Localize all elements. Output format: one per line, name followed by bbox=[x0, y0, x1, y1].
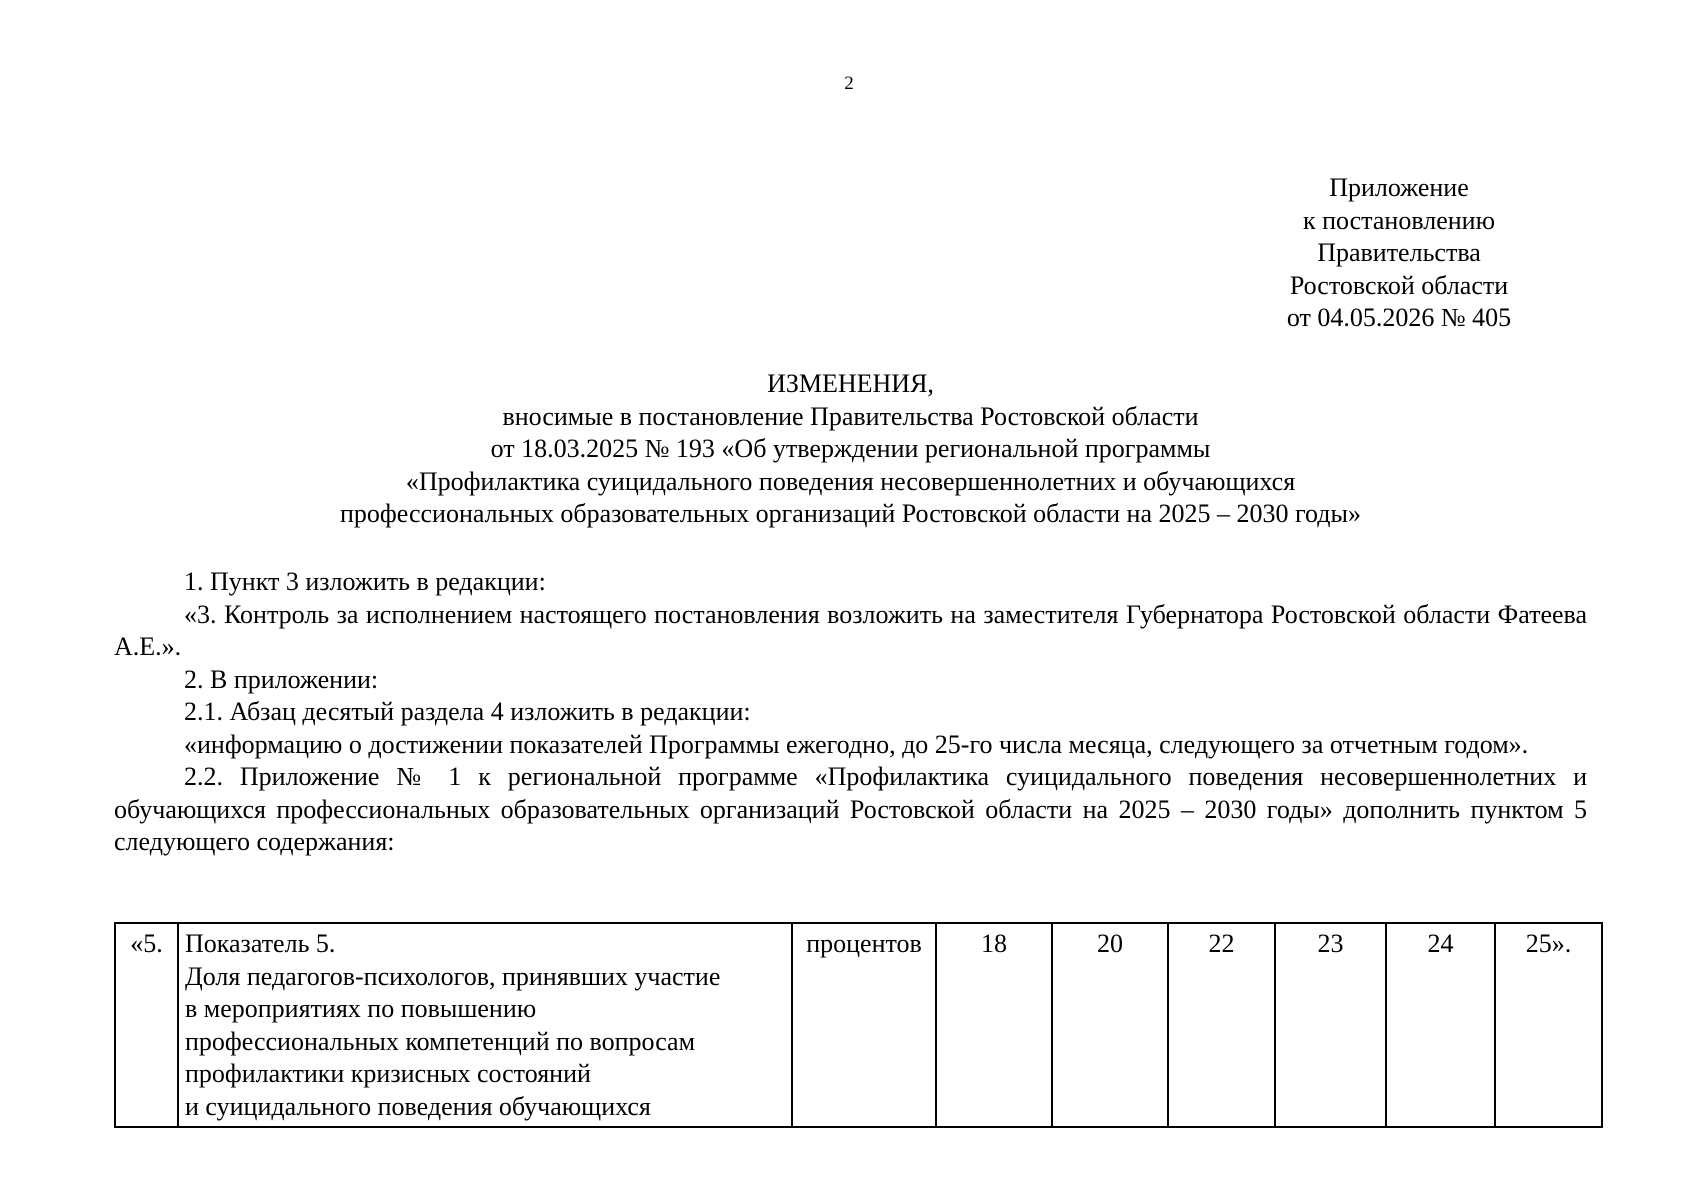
value-cell: 23 bbox=[1275, 923, 1386, 1127]
indicator-line: и суицидального поведения обучающихся bbox=[185, 1091, 651, 1121]
heading-title: ИЗМЕНЕНИЯ, bbox=[767, 369, 934, 398]
indicator-line: профессиональных компетенций по вопросам bbox=[185, 1026, 696, 1056]
row-number-cell: «5. bbox=[115, 923, 178, 1127]
value-cell: 22 bbox=[1168, 923, 1275, 1127]
annex-line: к постановлению bbox=[1302, 205, 1496, 235]
value-cell: 18 bbox=[936, 923, 1052, 1127]
table-row bbox=[115, 923, 1602, 1127]
indicator-line: Доля педагогов-психологов, принявших участие bbox=[185, 961, 721, 991]
body-text bbox=[114, 566, 1587, 859]
heading-line: вносимые в постановление Правительства Ростовской области bbox=[502, 401, 1199, 431]
annex-line: Приложение bbox=[1329, 173, 1469, 202]
page-number: 2 bbox=[844, 73, 854, 94]
indicator-line: в мероприятиях по повышению bbox=[185, 994, 537, 1023]
paragraph: «информацию о достижении показателей Программы ежегодно, до 25-го числа месяца, следующего за отчетным годом». bbox=[184, 729, 1529, 759]
document-heading bbox=[114, 368, 1587, 531]
heading-line: «Профилактика суицидального поведения несовершеннолетних и обучающихся bbox=[405, 466, 1296, 496]
indicator-line: профилактики кризисных состояний bbox=[185, 1059, 591, 1088]
unit-cell: процентов bbox=[792, 923, 936, 1127]
annex-line: от 04.05.2026 № 405 bbox=[1286, 303, 1512, 332]
indicator-table bbox=[114, 922, 1603, 1128]
paragraph: «3. Контроль за исполнением настоящего постановления возложить на заместителя Губернатора Ростовской области Фатеева А.Е.». bbox=[114, 599, 1587, 661]
annex-block bbox=[1249, 172, 1549, 335]
indicator-name-cell bbox=[178, 923, 792, 1127]
annex-line: Ростовской области bbox=[1289, 270, 1509, 300]
value-cell: 25». bbox=[1495, 923, 1602, 1127]
indicator-line: Показатель 5. bbox=[185, 929, 336, 958]
paragraph: 2. В приложении: bbox=[184, 664, 379, 694]
paragraph: 1. Пункт 3 изложить в редакции: bbox=[184, 567, 546, 596]
paragraph: 2.1. Абзац десятый раздела 4 изложить в редакции: bbox=[184, 697, 751, 726]
paragraph: 2.2. Приложение № 1 к региональной программе «Профилактика суицидального поведения несовершеннолетних и обучающихся профессиональных образовательных организаций Ростовской области на 2025 – 2030 годы» дополнить пунктом 5 следующего содержания: bbox=[114, 762, 1587, 856]
value-cell: 20 bbox=[1052, 923, 1168, 1127]
heading-line: профессиональных образовательных организаций Ростовской области на 2025 – 2030 годы» bbox=[340, 499, 1361, 528]
annex-line: Правительства bbox=[1317, 238, 1481, 267]
heading-line: от 18.03.2025 № 193 «Об утверждении региональной программы bbox=[490, 434, 1211, 463]
value-cell: 24 bbox=[1386, 923, 1495, 1127]
